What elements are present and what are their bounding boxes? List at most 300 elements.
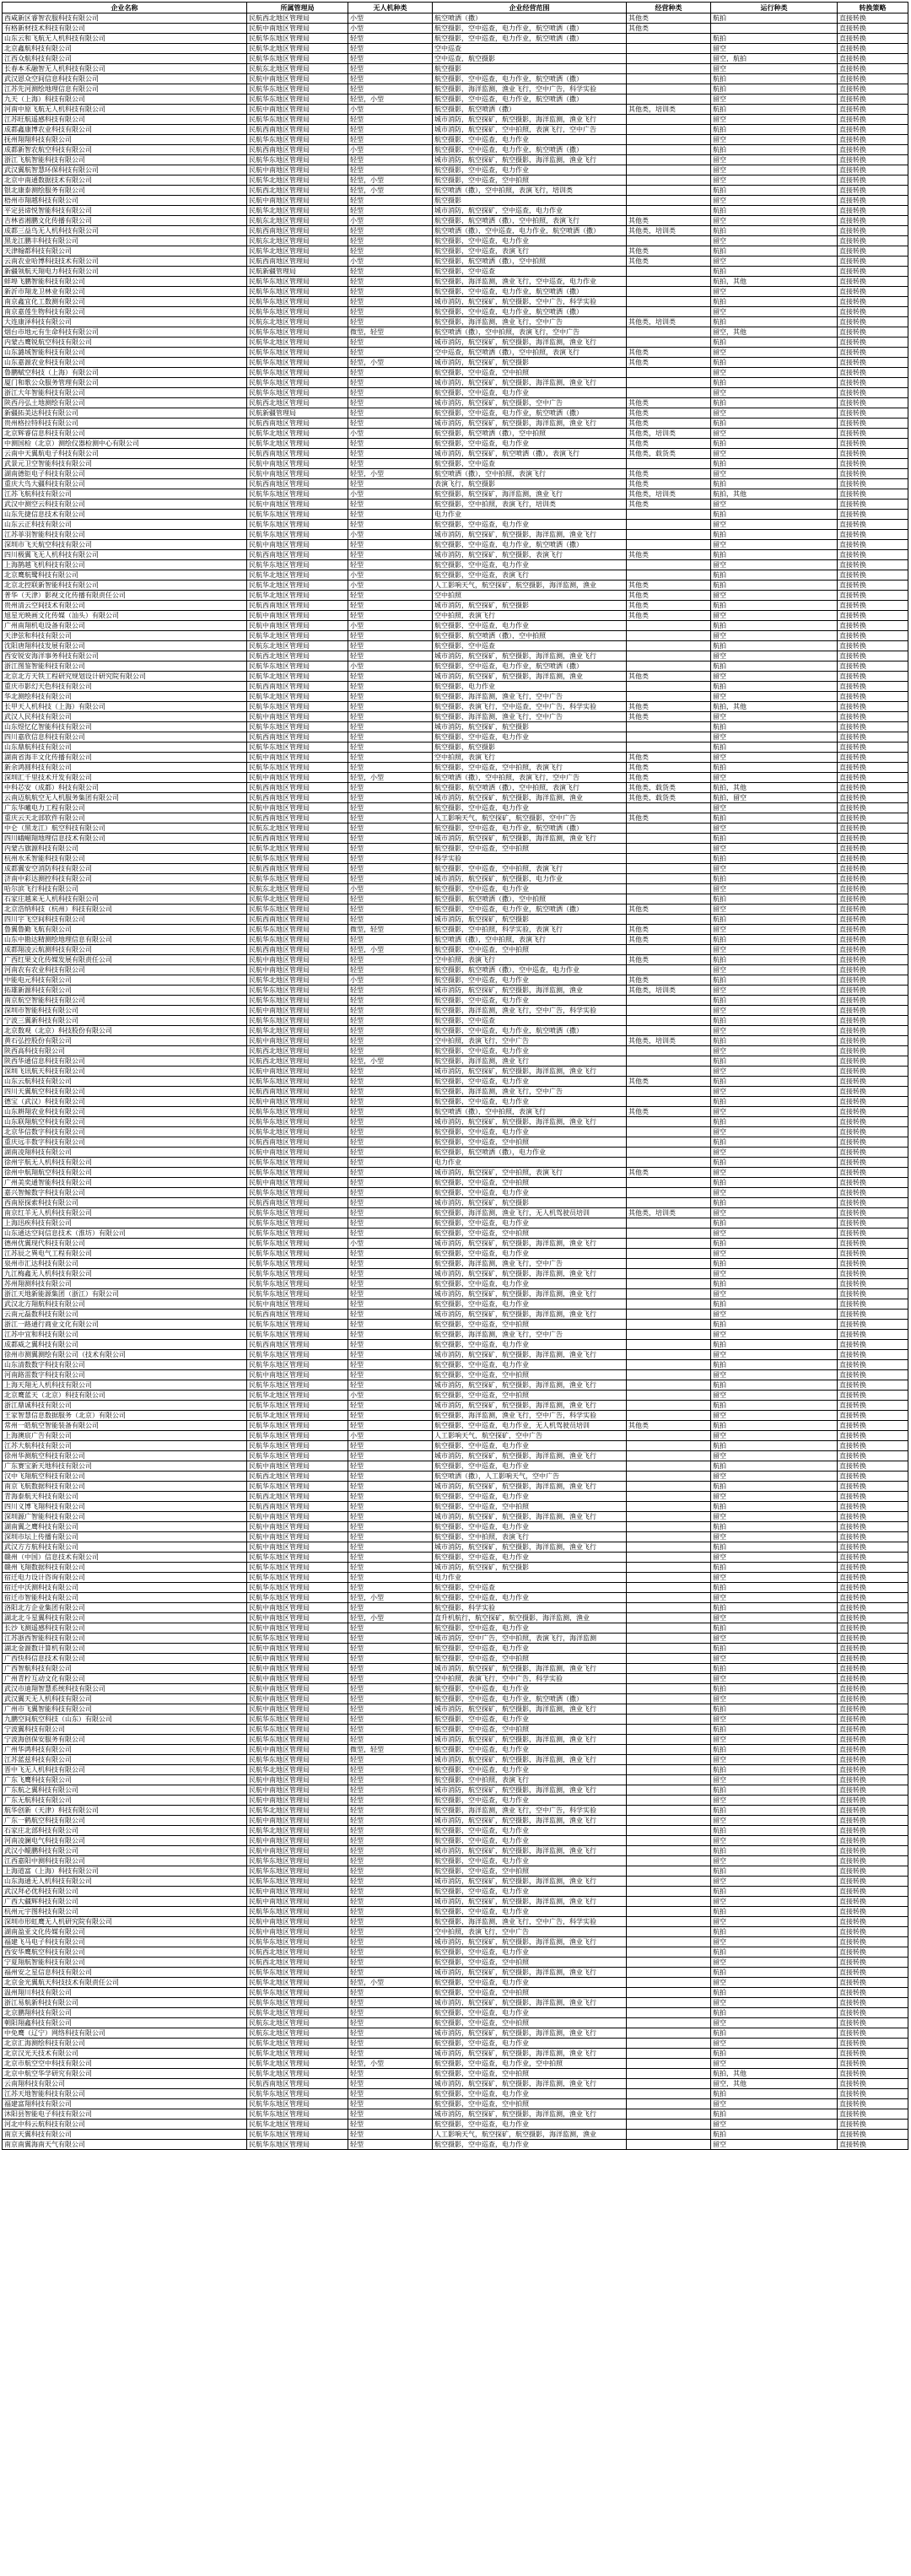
cell-company-name: 北京金光翼航天科技技术有限责任公司: [3, 1978, 247, 1988]
cell-business-category: 其他类: [627, 358, 711, 368]
cell-company-name: 西安锐安海洋事务科技有限公司: [3, 651, 247, 662]
cell-conversion-strategy: 直接转换: [838, 550, 908, 560]
cell-business-category: [627, 1451, 711, 1461]
cell-drone-type: 轻型: [348, 793, 433, 803]
cell-authority: 民航华北地区管理局: [247, 844, 348, 854]
cell-company-name: 广州青柠互动文化有限公司: [3, 1674, 247, 1684]
table-row: [3, 783, 908, 793]
cell-authority: 民航西北地区管理局: [247, 1056, 348, 1067]
table-row: [3, 894, 908, 905]
cell-operation-type: 航拍: [711, 1583, 838, 1593]
cell-conversion-strategy: 直接转换: [838, 1725, 908, 1735]
cell-conversion-strategy: 直接转换: [838, 358, 908, 368]
table-row: [3, 601, 908, 611]
cell-company-name: 云南农业哈博科技技术有限公司: [3, 257, 247, 267]
cell-company-name: 宁波三翼新科技有限公司: [3, 1016, 247, 1026]
cell-business-scope: 航空摄影，空中巡查，空中拍照: [433, 1370, 627, 1380]
table-row: [3, 125, 908, 135]
cell-company-name: 成都翔凌云航测科技有限公司: [3, 945, 247, 955]
cell-authority: 民航华东地区管理局: [247, 1988, 348, 1998]
cell-operation-type: 航拍: [711, 894, 838, 905]
cell-company-name: 广西大疆辉科技有限公司: [3, 1897, 247, 1907]
table-row: [3, 743, 908, 753]
cell-authority: 民航华东地区管理局: [247, 489, 348, 500]
cell-authority: 民航华北地区管理局: [247, 894, 348, 905]
cell-business-category: [627, 540, 711, 550]
cell-drone-type: 小型: [348, 1391, 433, 1401]
cell-conversion-strategy: 直接转换: [838, 975, 908, 986]
cell-business-scope: 航空摄影，空中巡查，电力作业: [433, 1978, 627, 1988]
cell-authority: 民航华东地区管理局: [247, 520, 348, 530]
cell-authority: 民航华东地区管理局: [247, 1593, 348, 1603]
cell-business-category: 其他类: [627, 581, 711, 591]
cell-drone-type: 轻型: [348, 1208, 433, 1218]
cell-authority: 民航西南地区管理局: [247, 1502, 348, 1512]
table-row: [3, 1239, 908, 1249]
cell-conversion-strategy: 直接转换: [838, 1704, 908, 1715]
table-row: [3, 1553, 908, 1563]
cell-drone-type: 轻型: [348, 1755, 433, 1765]
cell-business-category: [627, 2120, 711, 2130]
cell-drone-type: 轻型: [348, 1492, 433, 1502]
cell-business-scope: 空中巡查，航空喷洒（撒），空中拍照，表演飞行: [433, 348, 627, 358]
cell-company-name: 深圳市坛上传播有限公司: [3, 1532, 247, 1542]
cell-business-category: [627, 1927, 711, 1937]
cell-drone-type: 轻型: [348, 2079, 433, 2089]
table-row: [3, 1907, 908, 1917]
cell-company-name: 九鹏空间航空科技（山东）有限公司: [3, 1715, 247, 1725]
table-row: [3, 216, 908, 226]
cell-authority: 民航华北地区管理局: [247, 692, 348, 702]
cell-business-scope: 城市消防，航空探矿，航空摄影: [433, 915, 627, 925]
cell-conversion-strategy: 直接转换: [838, 176, 908, 186]
table-row: [3, 884, 908, 894]
cell-company-name: 四川义博飞翔科技有限公司: [3, 1502, 247, 1512]
cell-drone-type: 轻型: [348, 1380, 433, 1391]
cell-company-name: 鲁鹏赋空科技（上海）有限公司: [3, 368, 247, 378]
cell-drone-type: 轻型: [348, 1279, 433, 1289]
table-row: [3, 469, 908, 479]
cell-authority: 民航中南地区管理局: [247, 611, 348, 621]
cell-business-category: [627, 1836, 711, 1846]
cell-business-scope: 城市消防，航空探矿，航空摄影，海洋监测，渔业飞行: [433, 651, 627, 662]
cell-business-category: [627, 732, 711, 743]
cell-company-name: 九天（上海）科技有限公司: [3, 95, 247, 105]
cell-conversion-strategy: 直接转换: [838, 115, 908, 125]
table-row: [3, 1208, 908, 1218]
cell-company-name: 长甲天人机科技（上海）有限公司: [3, 702, 247, 712]
cell-drone-type: 轻型: [348, 864, 433, 874]
cell-company-name: 南京红羊无人机科技有限公司: [3, 1208, 247, 1218]
cell-business-scope: 城市消防，航空探矿，航空摄影，海洋监测，渔业飞行: [433, 338, 627, 348]
cell-business-category: [627, 145, 711, 155]
cell-conversion-strategy: 直接转换: [838, 14, 908, 24]
cell-conversion-strategy: 直接转换: [838, 419, 908, 429]
cell-business-category: [627, 176, 711, 186]
table-row: [3, 1431, 908, 1441]
cell-drone-type: 轻型: [348, 915, 433, 925]
table-row: [3, 2018, 908, 2028]
cell-operation-type: 航拍: [711, 1239, 838, 1249]
cell-authority: 民航华东地区管理局: [247, 925, 348, 935]
cell-business-category: [627, 621, 711, 631]
table-row: [3, 1279, 908, 1289]
cell-business-scope: 航空摄影，空中巡查: [433, 641, 627, 651]
cell-drone-type: 轻型: [348, 1897, 433, 1907]
cell-business-category: [627, 2018, 711, 2028]
cell-drone-type: 轻型: [348, 2089, 433, 2099]
cell-conversion-strategy: 直接转换: [838, 581, 908, 591]
cell-business-scope: 城市消防，航空探矿，航空摄影，海洋监测，渔业飞行: [433, 155, 627, 165]
cell-conversion-strategy: 直接转换: [838, 1806, 908, 1816]
cell-business-category: [627, 1674, 711, 1684]
cell-conversion-strategy: 直接转换: [838, 1461, 908, 1472]
cell-business-scope: 航空摄影，航空喷洒（撒），空中拍照: [433, 429, 627, 439]
cell-company-name: 中免鹰（辽宁）网络科技有限公司: [3, 2028, 247, 2039]
cell-business-scope: 城市消防，航空探矿，航空摄影，海洋监测，渔业飞行: [433, 1735, 627, 1745]
cell-conversion-strategy: 直接转换: [838, 1573, 908, 1583]
cell-drone-type: 轻型: [348, 419, 433, 429]
cell-business-category: 其他类: [627, 753, 711, 763]
cell-operation-type: 航拍: [711, 510, 838, 520]
cell-authority: 民航中南地区管理局: [247, 1846, 348, 1856]
cell-business-category: [627, 236, 711, 246]
cell-business-category: 其他类: [627, 439, 711, 449]
cell-conversion-strategy: 直接转换: [838, 1127, 908, 1137]
cell-authority: 民航华东地区管理局: [247, 1259, 348, 1269]
table-row: [3, 1644, 908, 1654]
table-row: [3, 1664, 908, 1674]
cell-authority: 民航华东地区管理局: [247, 1239, 348, 1249]
cell-drone-type: 轻型: [348, 2109, 433, 2120]
cell-business-category: [627, 297, 711, 307]
cell-business-category: 其他类: [627, 702, 711, 712]
cell-operation-type: 留空: [711, 965, 838, 975]
cell-drone-type: 小型: [348, 570, 433, 581]
table-row: [3, 1512, 908, 1522]
cell-operation-type: 留空: [711, 1775, 838, 1785]
cell-operation-type: 航拍: [711, 996, 838, 1006]
table-row: [3, 631, 908, 641]
cell-business-category: [627, 560, 711, 570]
table-row: [3, 560, 908, 570]
cell-conversion-strategy: 直接转换: [838, 2140, 908, 2150]
cell-conversion-strategy: 直接转换: [838, 1056, 908, 1067]
cell-operation-type: 留空: [711, 408, 838, 419]
cell-operation-type: 留空: [711, 449, 838, 459]
cell-authority: 民航华北地区管理局: [247, 338, 348, 348]
cell-business-scope: 航空摄影，空中巡查，电力作业: [433, 1826, 627, 1836]
cell-drone-type: 轻型: [348, 378, 433, 388]
cell-company-name: 江西嘉阳中测科技有限公司: [3, 1856, 247, 1866]
table-row: [3, 1441, 908, 1451]
cell-company-name: 山东中勘达精测绘地理信息有限公司: [3, 935, 247, 945]
cell-company-name: 广东华曦电力工程有限公司: [3, 803, 247, 813]
cell-business-category: [627, 631, 711, 641]
cell-company-name: 深圳市智能科技有限公司: [3, 1006, 247, 1016]
cell-business-category: [627, 1704, 711, 1715]
cell-business-category: [627, 155, 711, 165]
cell-operation-type: 留空: [711, 368, 838, 378]
table-row: [3, 824, 908, 834]
table-row: [3, 1968, 908, 1978]
cell-business-category: [627, 824, 711, 834]
cell-drone-type: 小型: [348, 1239, 433, 1249]
cell-drone-type: 轻型: [348, 1623, 433, 1634]
cell-drone-type: 轻型: [348, 783, 433, 793]
table-row: [3, 378, 908, 388]
table-row: [3, 793, 908, 803]
cell-drone-type: 轻型: [348, 1553, 433, 1563]
cell-company-name: 厦门和歌公众服务管理有限公司: [3, 378, 247, 388]
cell-authority: 民航华东地区管理局: [247, 1735, 348, 1745]
cell-conversion-strategy: 直接转换: [838, 287, 908, 297]
cell-drone-type: 轻型: [348, 1107, 433, 1117]
cell-business-category: 其他类: [627, 500, 711, 510]
cell-business-category: [627, 1745, 711, 1755]
cell-operation-type: 航拍: [711, 419, 838, 429]
table-row: [3, 915, 908, 925]
cell-conversion-strategy: 直接转换: [838, 1178, 908, 1188]
cell-business-scope: 航空摄影，空中巡查，电力作业: [433, 1715, 627, 1725]
cell-business-scope: 城市消防，航空探矿，航空摄影，海洋监测，渔业飞行: [433, 1289, 627, 1299]
cell-drone-type: 轻型: [348, 1654, 433, 1664]
cell-business-category: 其他类: [627, 925, 711, 935]
cell-operation-type: 航拍: [711, 74, 838, 84]
cell-company-name: 新疆领航天翔电力科技有限公司: [3, 267, 247, 277]
table-row: [3, 611, 908, 621]
cell-business-scope: 航空摄影，空中巡查，电力作业: [433, 2089, 627, 2099]
cell-operation-type: 留空: [711, 1269, 838, 1279]
table-row: [3, 834, 908, 844]
cell-conversion-strategy: 直接转换: [838, 1401, 908, 1411]
cell-company-name: 深圳市形虹鹰无人机研究院有限公司: [3, 1917, 247, 1927]
cell-company-name: 湖南翼之鹰科技有限公司: [3, 1522, 247, 1532]
cell-operation-type: 留空: [711, 884, 838, 894]
cell-company-name: 深圳源广智能科技有限公司: [3, 1512, 247, 1522]
cell-drone-type: 轻型: [348, 1907, 433, 1917]
cell-company-name: 湖南德钜电子科技有限公司: [3, 469, 247, 479]
cell-drone-type: 轻型，小型: [348, 186, 433, 196]
table-row: [3, 935, 908, 945]
cell-drone-type: 轻型: [348, 84, 433, 95]
cell-conversion-strategy: 直接转换: [838, 1563, 908, 1573]
cell-company-name: 北京数观（北京）科技股份有限公司: [3, 1026, 247, 1036]
cell-operation-type: 航拍: [711, 398, 838, 408]
table-row: [3, 722, 908, 732]
cell-business-category: [627, 1846, 711, 1856]
table-row: [3, 1421, 908, 1431]
cell-business-scope: 航空摄影，空中巡查，电力作业: [433, 1907, 627, 1917]
cell-company-name: 平定县谛悦智能科技有限公司: [3, 206, 247, 216]
cell-business-category: [627, 1137, 711, 1148]
cell-business-scope: 城市消防，航空探矿，航空摄影，海洋监测，渔业飞行: [433, 1482, 627, 1492]
cell-business-category: 其他类: [627, 773, 711, 783]
cell-company-name: 新余鸿圆科技有限公司: [3, 763, 247, 773]
cell-business-category: [627, 1664, 711, 1674]
cell-business-category: [627, 1411, 711, 1421]
cell-authority: 民航中南地区管理局: [247, 1674, 348, 1684]
cell-business-category: [627, 1279, 711, 1289]
cell-business-scope: 航空摄影，航空喷洒（撒），空中拍照: [433, 257, 627, 267]
cell-business-scope: 航空摄影，空中巡查，电力作业，航空喷洒（撒）: [433, 74, 627, 84]
cell-conversion-strategy: 直接转换: [838, 105, 908, 115]
cell-authority: 民航中南地区管理局: [247, 1816, 348, 1826]
cell-business-category: [627, 1988, 711, 1998]
cell-operation-type: 航拍，其他: [711, 277, 838, 287]
cell-conversion-strategy: 直接转换: [838, 935, 908, 945]
cell-business-category: [627, 1006, 711, 1016]
cell-authority: 民航中南地区管理局: [247, 1704, 348, 1715]
cell-conversion-strategy: 直接转换: [838, 2039, 908, 2049]
cell-operation-type: 航拍: [711, 1704, 838, 1715]
cell-business-scope: 航空摄影: [433, 196, 627, 206]
cell-company-name: 广州市飞翼智能科技有限公司: [3, 1704, 247, 1715]
cell-conversion-strategy: 直接转换: [838, 732, 908, 743]
cell-business-scope: 航空摄影，空中巡查，电力作业: [433, 1522, 627, 1532]
cell-business-scope: 人工影响天气，航空探矿，空中广告: [433, 1431, 627, 1441]
cell-operation-type: 航拍: [711, 14, 838, 24]
cell-conversion-strategy: 直接转换: [838, 1816, 908, 1826]
cell-company-name: 广东航之翼科技有限公司: [3, 1785, 247, 1796]
table-row: [3, 489, 908, 500]
cell-drone-type: 轻型: [348, 1178, 433, 1188]
cell-authority: 民航华北地区管理局: [247, 1806, 348, 1816]
cell-operation-type: 航拍: [711, 1279, 838, 1289]
cell-drone-type: 轻型: [348, 34, 433, 44]
table-row: [3, 297, 908, 307]
table-row: [3, 1897, 908, 1907]
table-row: [3, 1198, 908, 1208]
cell-company-name: 宁夏翔航智能科技有限公司: [3, 1958, 247, 1968]
cell-business-category: [627, 1887, 711, 1897]
cell-company-name: 深圳飞讯航天科技有限公司: [3, 1067, 247, 1077]
cell-conversion-strategy: 直接转换: [838, 145, 908, 155]
cell-drone-type: 轻型: [348, 834, 433, 844]
cell-company-name: 浙江飞航智能科技有限公司: [3, 155, 247, 165]
cell-authority: 民航华东地区管理局: [247, 1431, 348, 1441]
cell-business-category: [627, 115, 711, 125]
cell-conversion-strategy: 直接转换: [838, 925, 908, 935]
cell-drone-type: 轻型: [348, 692, 433, 702]
cell-authority: 民航东北地区管理局: [247, 64, 348, 74]
cell-business-category: [627, 1269, 711, 1279]
cell-business-category: [627, 277, 711, 287]
table-row: [3, 145, 908, 155]
cell-authority: 民航华东地区管理局: [247, 2140, 348, 2150]
table-row: [3, 34, 908, 44]
cell-company-name: 北京北控联新智能科技有限公司: [3, 581, 247, 591]
table-row: [3, 1947, 908, 1958]
cell-business-scope: 城市消防，航空探矿，航空摄影，海洋监测，渔业飞行: [433, 419, 627, 429]
cell-business-category: [627, 267, 711, 277]
cell-operation-type: 留空: [711, 115, 838, 125]
cell-drone-type: 轻型: [348, 277, 433, 287]
cell-conversion-strategy: 直接转换: [838, 662, 908, 672]
cell-business-category: [627, 1978, 711, 1988]
cell-company-name: 湖南凌翔科技有限公司: [3, 1148, 247, 1158]
cell-business-category: 其他类: [627, 905, 711, 915]
cell-business-category: [627, 1725, 711, 1735]
cell-business-scope: 航空摄影，空中拍照，表演飞行，培训类: [433, 500, 627, 510]
cell-business-scope: 航空摄影，空中巡查，电力作业，无人机驾驶员培训: [433, 1421, 627, 1431]
cell-conversion-strategy: 直接转换: [838, 2059, 908, 2069]
table-row: [3, 813, 908, 824]
cell-operation-type: 航拍: [711, 722, 838, 732]
cell-business-category: [627, 1218, 711, 1229]
cell-business-category: 其他类: [627, 935, 711, 945]
cell-company-name: 抚州翔翔科技有限公司: [3, 135, 247, 145]
cell-conversion-strategy: 直接转换: [838, 2089, 908, 2099]
cell-business-scope: 航空摄影，空中巡查，电力作业: [433, 520, 627, 530]
cell-operation-type: 航拍: [711, 1806, 838, 1816]
cell-drone-type: 轻型: [348, 2120, 433, 2130]
cell-business-category: [627, 1158, 711, 1168]
cell-operation-type: 留空: [711, 1451, 838, 1461]
cell-authority: 民航西北地区管理局: [247, 1492, 348, 1502]
cell-authority: 民航华东地区管理局: [247, 1320, 348, 1330]
table-row: [3, 1654, 908, 1664]
cell-authority: 民航西南地区管理局: [247, 864, 348, 874]
cell-company-name: 新沂市翔龙卫林业有限公司: [3, 287, 247, 297]
cell-business-category: [627, 1654, 711, 1664]
cell-business-category: [627, 1623, 711, 1634]
cell-drone-type: 轻型: [348, 1796, 433, 1806]
cell-operation-type: 航拍: [711, 1603, 838, 1613]
cell-company-name: 江苏菲羽智能科技有限公司: [3, 530, 247, 540]
cell-company-name: 山东海通无人机科技有限公司: [3, 1877, 247, 1887]
cell-authority: 民航华北地区管理局: [247, 1026, 348, 1036]
cell-conversion-strategy: 直接转换: [838, 2069, 908, 2079]
cell-drone-type: 轻型: [348, 348, 433, 358]
cell-business-scope: 航空摄影，航空喷洒（撒），空中拍照，表演飞行: [433, 783, 627, 793]
cell-company-name: 陕西丹弘土地测绘有限公司: [3, 398, 247, 408]
cell-authority: 民航华东地区管理局: [247, 307, 348, 317]
cell-business-category: [627, 1178, 711, 1188]
cell-company-name: 广东赛宝新天地科技有限公司: [3, 1461, 247, 1472]
cell-drone-type: 小型: [348, 257, 433, 267]
cell-authority: 民航华东地区管理局: [247, 662, 348, 672]
cell-business-scope: 航空摄影，空中巡查，电力作业: [433, 1492, 627, 1502]
cell-company-name: 苏州翔测科技有限公司: [3, 1279, 247, 1289]
cell-authority: 民航华东地区管理局: [247, 388, 348, 398]
cell-business-category: [627, 1796, 711, 1806]
cell-conversion-strategy: 直接转换: [838, 641, 908, 651]
cell-business-category: [627, 874, 711, 884]
table-row: [3, 1806, 908, 1816]
cell-operation-type: 留空: [711, 1168, 838, 1178]
cell-business-category: [627, 287, 711, 297]
cell-drone-type: 轻型: [348, 1583, 433, 1593]
cell-company-name: 晋中飞无人机科技有限公司: [3, 1765, 247, 1775]
cell-business-scope: 城市消防，航空探矿，航空摄影，海洋监测，渔业飞行: [433, 1816, 627, 1826]
cell-business-scope: 航空摄影，空中巡查，空中拍照: [433, 1320, 627, 1330]
cell-conversion-strategy: 直接转换: [838, 459, 908, 469]
cell-authority: 民航华北地区管理局: [247, 581, 348, 591]
cell-authority: 民航东北地区管理局: [247, 216, 348, 226]
cell-company-name: 山东通达空间信息技术（淮坊）有限公司: [3, 1229, 247, 1239]
cell-company-name: 成都新智农航空科技有限公司: [3, 145, 247, 155]
cell-drone-type: 轻型: [348, 1937, 433, 1947]
cell-drone-type: 轻型: [348, 1674, 433, 1684]
cell-business-scope: 城市消防，航空探矿，航空摄影，海洋监测，渔业飞行: [433, 2109, 627, 2120]
cell-authority: 民航西北地区管理局: [247, 1046, 348, 1056]
cell-business-category: 其他类，培训类: [627, 429, 711, 439]
cell-business-scope: 空中拍照，表演飞行，空中广告: [433, 1927, 627, 1937]
cell-conversion-strategy: 直接转换: [838, 1259, 908, 1269]
cell-business-scope: 航空摄影，空中巡查，空中拍照，表演飞行: [433, 864, 627, 874]
cell-conversion-strategy: 直接转换: [838, 74, 908, 84]
